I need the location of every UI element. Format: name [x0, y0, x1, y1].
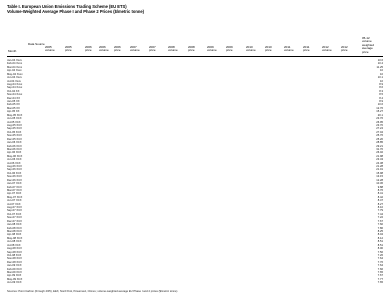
row-month: Mar-07 XCX: [7, 188, 22, 192]
row-month: Mar-05 XX: [7, 106, 20, 110]
row-month: Jun-09 XCX: [7, 281, 22, 285]
header-2006: 2006 price: [85, 45, 92, 53]
header-2009-volume: 2009 volume: [207, 45, 217, 53]
row-month: Jan-04 Xxxx: [7, 59, 22, 62]
row-average-price: 23.43: [376, 158, 383, 162]
row-month: Nov-05 XCX: [7, 134, 22, 138]
header-2012-price: 2012 price: [341, 45, 348, 53]
row-average-price: 25.76: [376, 134, 383, 138]
row-average-price: 8.12: [377, 236, 383, 240]
row-average-price: 8.04: [377, 233, 383, 237]
row-average-price: 7.66: [377, 267, 383, 271]
row-average-price: 7.26: [377, 253, 383, 257]
row-month: Feb-09 XCX: [7, 267, 22, 271]
row-average-price: 24.38: [376, 161, 383, 165]
header-2011-volume: 2011 volume: [284, 45, 294, 53]
table-row: [7, 281, 383, 285]
row-average-price: 20.1: [377, 113, 383, 117]
row-month: Feb-07 XCX: [7, 185, 22, 189]
row-month: Oct-04 XX: [7, 89, 20, 93]
row-month: Sep-07 XCX: [7, 209, 22, 213]
row-month: Dec-07 XCX: [7, 219, 22, 223]
row-average-price: 7.44: [377, 212, 383, 216]
row-month: May-08 XCX: [7, 236, 23, 240]
header-2010-volume: 2010 volume: [246, 45, 256, 53]
row-average-price: 8.6: [379, 86, 383, 90]
row-month: Apr-09 XCX: [7, 274, 22, 278]
row-average-price: 10: [380, 72, 383, 76]
row-average-price: 8.76: [377, 188, 383, 192]
row-average-price: 7.65: [377, 281, 383, 285]
row-month: May-09 XCX: [7, 277, 23, 281]
row-average-price: 31.70: [376, 147, 383, 151]
header-2009-price: 2009 price: [226, 45, 233, 53]
row-average-price: 21.98: [376, 154, 383, 158]
row-average-price: 10.36: [376, 182, 383, 186]
row-average-price: 15.98: [376, 171, 383, 175]
row-month: Feb-05 XX: [7, 103, 20, 107]
row-average-price: 10: [380, 79, 383, 83]
row-month: May-04 Xxxx: [7, 72, 23, 76]
header-2007-price: 2007 price: [149, 45, 156, 53]
row-average-price: 10.6: [377, 103, 383, 107]
row-average-price: 8.47: [377, 199, 383, 203]
header-weighted-average: 05-12 volume weighted average price: [362, 36, 375, 54]
row-average-price: 25.20: [376, 137, 383, 141]
row-month: Jan-08 XCX: [7, 223, 22, 227]
row-month: Feb-04 Xxxx: [7, 62, 23, 66]
row-average-price: 7.86: [377, 226, 383, 230]
row-month: May-06 XCX: [7, 154, 23, 158]
row-average-price: 8.25: [377, 230, 383, 233]
row-month: Jan-09 XCX: [7, 264, 22, 268]
row-average-price: 27.24: [376, 127, 383, 131]
row-month: Aug-07 XCX: [7, 206, 22, 210]
row-average-price: 10.6: [377, 59, 383, 62]
row-month: Oct-07 XCX: [7, 212, 22, 216]
header-2008-price: 2008 price: [188, 45, 195, 53]
row-average-price: 7.77: [377, 277, 383, 281]
row-month: Sep-04 Xxxx: [7, 86, 23, 90]
row-month: Jan-07 XCX: [7, 182, 22, 186]
row-month: Jul-07 XCX: [7, 202, 21, 206]
row-average-price: 15.27: [376, 110, 383, 114]
row-month: Jan-06 XCX: [7, 141, 22, 145]
row-month: Dec-06 XCX: [7, 178, 22, 182]
row-month: Oct-05 XCX: [7, 130, 22, 134]
row-month: Dec-08 XCX: [7, 260, 22, 264]
row-average-price: 8.4: [379, 96, 383, 100]
row-average-price: 8.9: [379, 100, 383, 104]
row-average-price: 13.15: [376, 175, 383, 179]
row-month: Mar-08 XCX: [7, 230, 22, 233]
row-month: Feb-06 XCX: [7, 144, 22, 148]
row-month: Jul-08 XCX: [7, 243, 21, 247]
header-2011-price: 2011 price: [303, 45, 310, 53]
row-month: Mar-04 Xxxx: [7, 65, 23, 69]
row-month: Jul-06 XCX: [7, 161, 21, 165]
header-2008-volume: 2008 volume: [168, 45, 178, 53]
row-average-price: 8.51: [377, 240, 383, 244]
row-month: May-07 XCX: [7, 195, 23, 199]
row-average-price: 11.25: [376, 65, 383, 69]
row-average-price: 7.64: [377, 264, 383, 268]
row-month: Apr-08 XCX: [7, 233, 22, 237]
row-average-price: 26.02: [376, 151, 383, 155]
sources-note: Sources: Point Carbon (through 4/05), EEX, Nord Pool, Powernext, Climex; volume-weighted average EU Phase I and 2 prices ($/metric tonne): [7, 290, 178, 293]
row-average-price: 8.42: [377, 195, 383, 199]
header-2007-volume: 2007 volume: [130, 45, 140, 53]
row-month: Apr-07 XCX: [7, 192, 22, 196]
row-month: May-05 XCX: [7, 113, 23, 117]
table-subtitle: Volume-Weighted Average Phase I and Phase 2 Prices ($/metric tonne): [7, 9, 144, 14]
row-average-price: 26.95: [376, 120, 383, 124]
row-average-price: 7.65: [377, 271, 383, 275]
row-month: Aug-08 XCX: [7, 247, 22, 251]
row-month: Feb-08 XCX: [7, 226, 22, 230]
row-month: Sep-08 XCX: [7, 250, 22, 254]
row-month: Mar-09 XCX: [7, 271, 22, 275]
header-month: Month: [8, 49, 17, 53]
row-average-price: 23.76: [376, 117, 383, 121]
row-average-price: 28.85: [376, 141, 383, 145]
row-month: Nov-08 XCX: [7, 257, 22, 261]
row-average-price: 12.28: [376, 178, 383, 182]
row-average-price: 21.28: [376, 165, 383, 169]
header-data-source: Data Source: [28, 42, 45, 46]
row-average-price: 8.3: [379, 89, 383, 93]
row-average-price: 27.04: [376, 130, 383, 134]
row-month: Oct-08 XCX: [7, 253, 22, 257]
row-average-price: 7.22: [377, 216, 383, 220]
row-average-price: 7.67: [377, 274, 383, 278]
row-average-price: 10.4: [377, 62, 383, 66]
row-month: Aug-04 Xxxx: [7, 82, 23, 86]
header-2010-price: 2010 price: [265, 45, 272, 53]
row-month: Jun-05 XCX: [7, 117, 22, 121]
header-2012-volume: 2012 volume: [322, 45, 332, 53]
row-month: Jul-04 Xxxx: [7, 79, 21, 83]
row-month: Jun-08 XCX: [7, 240, 22, 244]
row-average-price: 8.10: [377, 206, 383, 210]
row-average-price: 10.1: [377, 76, 383, 80]
row-month: Sep-06 XCX: [7, 168, 22, 172]
row-month: Jun-07 XCX: [7, 199, 22, 203]
header-2006-price2: 2006 price: [114, 45, 121, 53]
header-rule: [7, 56, 383, 57]
row-average-price: 9.88: [377, 185, 383, 189]
header-2005: 2005 volume: [45, 45, 55, 53]
header-2006-volume: 2006 volume: [99, 45, 109, 53]
row-month: Nov-07 XCX: [7, 216, 22, 220]
row-average-price: 7.79: [377, 209, 383, 213]
row-average-price: 7.56: [377, 250, 383, 254]
row-month: Aug-06 XCX: [7, 165, 22, 169]
row-average-price: 29.21: [376, 144, 383, 148]
row-month: Apr-04 Xxxx: [7, 69, 22, 73]
header-2005-price: 2005 price: [65, 45, 72, 53]
row-average-price: 23.70: [376, 123, 383, 127]
row-average-price: 10: [380, 69, 383, 73]
row-average-price: 7.76: [377, 260, 383, 264]
row-month: Dec-04 XX: [7, 96, 20, 100]
row-average-price: 12.76: [376, 106, 383, 110]
row-average-price: 8.00: [377, 247, 383, 251]
row-month: Apr-05 XX: [7, 110, 20, 114]
row-month: Nov-04 Xxxx: [7, 93, 23, 97]
row-average-price: 8.51: [377, 243, 383, 247]
row-month: Apr-06 XCX: [7, 151, 22, 155]
row-average-price: 7.67: [377, 219, 383, 223]
row-month: Nov-06 XCX: [7, 175, 22, 179]
row-month: Mar-06 XCX: [7, 147, 22, 151]
row-month: Jul-05 XCX: [7, 120, 21, 124]
row-month: Aug-05 XCX: [7, 123, 22, 127]
row-month: Jun-04 Xxxx: [7, 76, 22, 80]
row-month: Dec-05 XCX: [7, 137, 22, 141]
row-average-price: 7.60: [377, 223, 383, 227]
row-month: Oct-06 XCX: [7, 171, 22, 175]
row-month: Jan-05 XX: [7, 100, 20, 104]
row-average-price: 8.27: [377, 202, 383, 206]
row-average-price: 8.41: [377, 192, 383, 196]
row-average-price: 21.01: [376, 168, 383, 172]
row-month: Jun-06 XCX: [7, 158, 22, 162]
row-average-price: 7.64: [377, 257, 383, 261]
row-average-price: 8.9: [379, 82, 383, 86]
row-month: Sep-05 XCX: [7, 127, 22, 131]
row-average-price: 8.5: [379, 93, 383, 97]
table-title: Table I. European Union Emissions Trading Scheme (EU ETS): [7, 4, 127, 9]
